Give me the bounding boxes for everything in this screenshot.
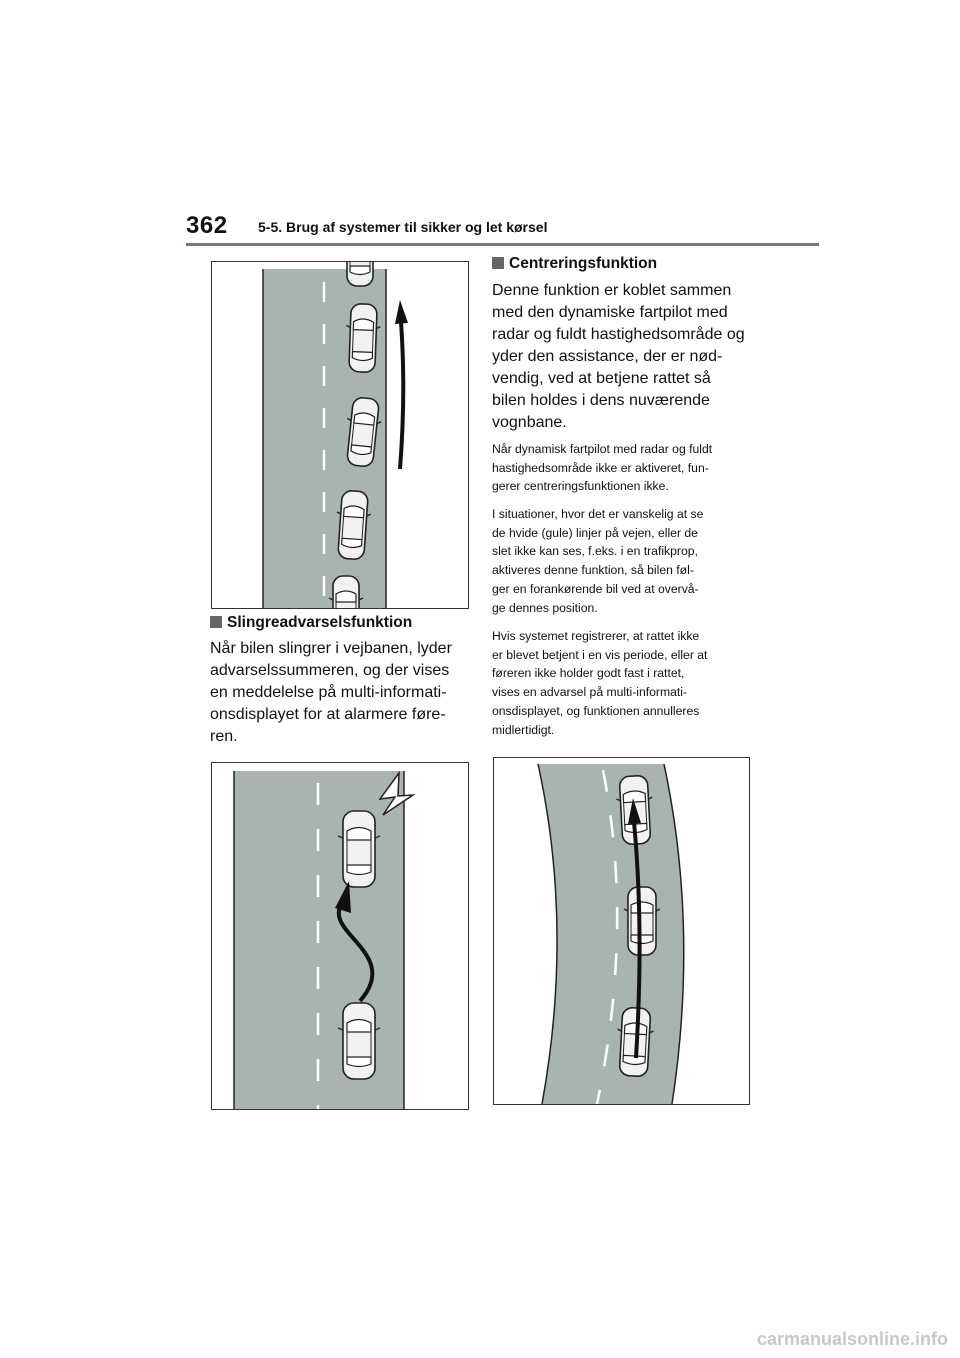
text-line: vises en advarsel på multi-informati- <box>492 685 688 700</box>
section-title: 5-5. Brug af systemer til sikker og let kørsel <box>258 219 548 235</box>
text-line: vendig, ved at betjene rattet så <box>492 370 711 387</box>
sway-warning-figure <box>211 762 469 1110</box>
text-line: aktiveres denne funktion, så bilen føl- <box>492 563 694 578</box>
centering-note-2 <box>492 505 703 617</box>
centering-body <box>492 280 745 434</box>
square-bullet-icon <box>492 257 504 269</box>
text-line: I situationer, hvor det er vanskelig at se <box>492 507 704 521</box>
text-line: Når bilen slingrer i vejbanen, lyder <box>210 640 452 657</box>
text-line: yder den assistance, der er nød- <box>492 348 723 365</box>
text-line: vognbane. <box>492 414 567 431</box>
text-line: en meddelelse på multi-informati- <box>210 684 447 701</box>
lane-drift-figure <box>211 261 469 609</box>
heading-lane-warning-text: Slingreadvarselsfunktion <box>227 614 413 631</box>
trajectory-arrow-icon <box>400 322 403 469</box>
car-icon <box>338 1003 380 1079</box>
header-divider <box>186 243 819 246</box>
square-bullet-icon <box>210 616 222 628</box>
text-line: ge dennes position. <box>492 600 598 615</box>
text-line: radar og fuldt hastighedsområde og <box>492 326 745 343</box>
text-line: onsdisplayet, og funktionen annulleres <box>492 703 700 718</box>
car-icon <box>329 576 363 608</box>
text-line: ger en forankørende bil ved at overvå- <box>492 581 699 596</box>
text-line: onsdisplayet for at alarmere føre- <box>210 706 446 723</box>
text-line: gerer centreringsfunktionen ikke. <box>492 479 669 494</box>
page-number: 362 <box>186 212 228 239</box>
text-line: bilen holdes i dens nuværende <box>492 392 710 409</box>
car-icon <box>338 811 380 887</box>
text-line: med den dynamiske fartpilot med <box>492 304 728 321</box>
text-line: Når dynamisk fartpilot med radar og fuldt <box>492 442 713 456</box>
text-line: føreren ikke holder godt fast i rattet, <box>492 666 685 681</box>
text-line: er blevet betjent i en vis periode, eller at <box>492 647 708 662</box>
text-line: Hvis systemet registrerer, at rattet ikke <box>492 629 700 643</box>
heading-centering-text: Centreringsfunktion <box>509 255 658 272</box>
car-icon <box>624 887 660 955</box>
text-line: advarselssummeren, og der vises <box>210 662 450 679</box>
heading-centering <box>492 255 657 273</box>
text-line: de hvide (gule) linjer på vejen, eller de <box>492 525 698 540</box>
text-line: Denne funktion er koblet sammen <box>492 282 732 299</box>
watermark: carmanualsonline.info <box>756 1329 948 1349</box>
text-line: hastighedsområde ikke er aktiveret, fun- <box>492 460 709 475</box>
lane-warning-body <box>210 638 452 748</box>
car-icon <box>345 303 381 372</box>
text-line: ren. <box>210 728 238 745</box>
heading-lane-warning <box>210 614 412 632</box>
centering-note-1 <box>492 440 712 496</box>
text-line: midlertidigt. <box>492 722 555 737</box>
centering-note-3 <box>492 627 707 739</box>
lane-centering-figure <box>493 757 750 1105</box>
text-line: slet ikke kan ses, f.eks. i en trafikprop, <box>492 544 698 559</box>
